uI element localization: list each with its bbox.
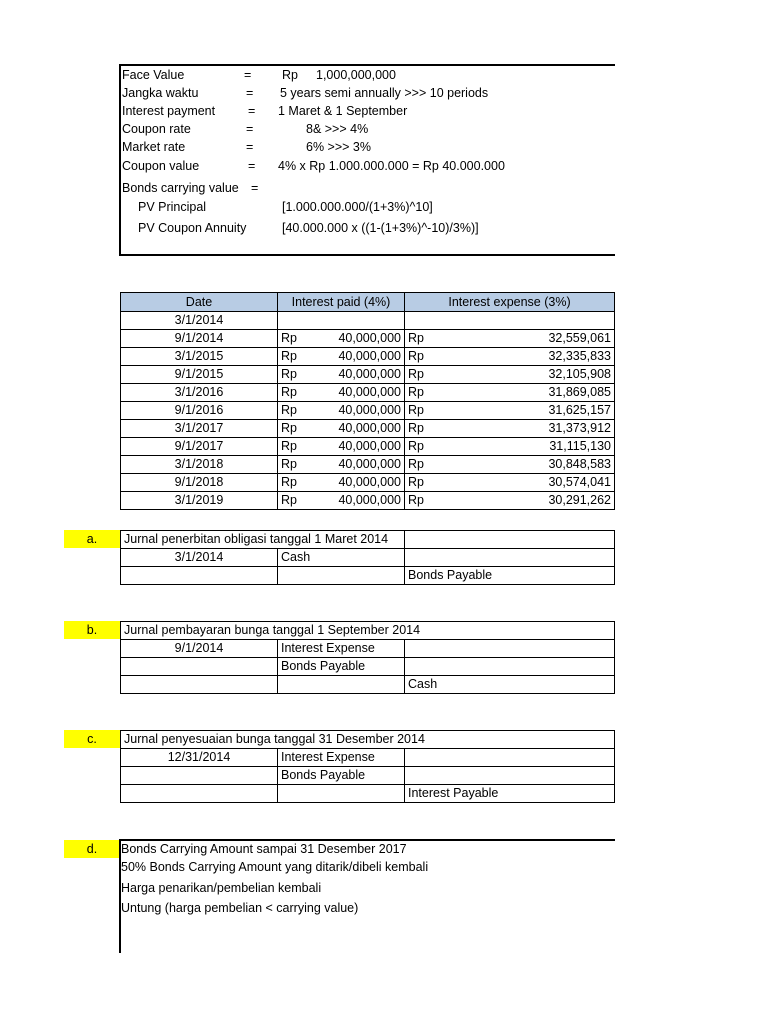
table-row [121,420,615,438]
row-interest-paid [278,312,405,330]
journal-a-debit: Cash [278,549,405,567]
coupon-value-formula: 4% x Rp 1.000.000.000 = Rp 40.000.000 [278,159,505,173]
journal-a-title-row [121,531,615,549]
amount-value: 31,373,912 [548,421,611,435]
row-interest-paid [278,456,405,474]
amount-value: 40,000,000 [338,385,401,399]
table-row [121,312,615,330]
carrying-value-label: Bonds carrying value [122,181,239,195]
face-value-label: Face Value [122,68,185,82]
journal-b-date [121,658,278,676]
journal-c-debit: Interest Expense [278,749,405,767]
journal-a-credit: Bonds Payable [405,567,615,585]
journal-b-debit [278,676,405,694]
bond-summary-box [119,64,615,256]
journal-b-debit: Bonds Payable [278,658,405,676]
section-d-line: Untung (harga pembelian < carrying value) [121,901,359,915]
currency-label: Rp [281,457,297,471]
coupon-rate-label: Coupon rate [122,122,191,136]
journal-c-table [120,730,615,803]
interest-payment-label: Interest payment [122,104,216,118]
interest-payment-eq: = [248,104,256,118]
section-label-b: b. [64,621,120,639]
amount-value: 30,574,041 [548,475,611,489]
row-date: 3/1/2015 [121,348,278,366]
journal-b-row [121,676,615,694]
currency-label: Rp [408,349,424,363]
market-rate-eq: = [246,140,254,154]
row-interest-expense [405,420,615,438]
amount-value: 32,559,061 [548,331,611,345]
currency-label: Rp [408,439,424,453]
coupon-rate-value: 8& >>> 4% [306,122,369,136]
section-d-box [119,839,615,953]
row-interest-paid [278,330,405,348]
journal-c-credit [405,767,615,785]
table-row [121,366,615,384]
journal-a-date [121,567,278,585]
currency-label: Rp [408,475,424,489]
row-interest-paid [278,474,405,492]
table-row [121,438,615,456]
journal-b-table [120,621,615,694]
currency-label: Rp [408,331,424,345]
row-date: 3/1/2019 [121,492,278,510]
amount-value: 40,000,000 [338,475,401,489]
amount-value: 30,848,583 [548,457,611,471]
pv-principal-label: PV Principal [138,200,207,214]
table-row [121,456,615,474]
journal-c-row [121,749,615,767]
row-interest-expense [405,474,615,492]
row-interest-expense [405,492,615,510]
journal-a-date: 3/1/2014 [121,549,278,567]
table-row [121,474,615,492]
currency-label: Rp [408,367,424,381]
currency-label: Rp [281,349,297,363]
amount-value: 40,000,000 [338,367,401,381]
currency-label: Rp [281,439,297,453]
coupon-value-label: Coupon value [122,159,200,173]
row-interest-expense [405,330,615,348]
row-interest-paid [278,366,405,384]
pv-annuity-label: PV Coupon Annuity [138,221,247,235]
row-date: 9/1/2016 [121,402,278,420]
journal-c-date: 12/31/2014 [121,749,278,767]
table-row [121,492,615,510]
currency-label: Rp [408,493,424,507]
carrying-value-eq: = [251,181,259,195]
row-interest-expense [405,312,615,330]
journal-b-credit: Cash [405,676,615,694]
row-interest-expense [405,456,615,474]
currency-label: Rp [281,331,297,345]
journal-b-title: Jurnal pembayaran bunga tanggal 1 September 2014 [121,622,615,640]
journal-a-table [120,530,615,585]
row-interest-expense [405,366,615,384]
journal-a-title: Jurnal penerbitan obligasi tanggal 1 Maret 2014 [121,531,405,549]
currency-label: Rp [408,385,424,399]
summary-left-border [119,64,121,256]
market-rate-value: 6% >>> 3% [306,140,371,154]
journal-c-title: Jurnal penyesuaian bunga tanggal 31 Desember 2014 [121,731,615,749]
header-date: Date [121,293,278,312]
table-row [121,348,615,366]
amount-value: 40,000,000 [338,493,401,507]
journal-b-date [121,676,278,694]
row-interest-paid [278,348,405,366]
currency-label: Rp [408,457,424,471]
amount-value: 30,291,262 [548,493,611,507]
section-label-a: a. [64,530,120,548]
table-row [121,402,615,420]
journal-a-title-spare [405,531,615,549]
table-row [121,384,615,402]
term-label: Jangka waktu [122,86,199,100]
amount-value: 32,335,833 [548,349,611,363]
row-date: 9/1/2015 [121,366,278,384]
section-d-line: Bonds Carrying Amount sampai 31 Desember 2017 [121,842,407,856]
table-header-row [121,293,615,312]
journal-a-credit [405,549,615,567]
journal-c-row [121,767,615,785]
amount-value: 31,625,157 [548,403,611,417]
row-date: 3/1/2017 [121,420,278,438]
section-d-line: Harga penarikan/pembelian kembali [121,881,322,895]
journal-a-row [121,549,615,567]
section-label-c: c. [64,730,120,748]
market-rate-label: Market rate [122,140,186,154]
row-date: 3/1/2018 [121,456,278,474]
currency-label: Rp [408,403,424,417]
currency-label: Rp [281,493,297,507]
currency-label: Rp [281,403,297,417]
row-interest-paid [278,438,405,456]
journal-c-title-row [121,731,615,749]
term-value: 5 years semi annually >>> 10 periods [280,86,489,100]
face-value-eq: = [244,68,252,82]
journal-b-row [121,658,615,676]
journal-c-row [121,785,615,803]
journal-b-debit: Interest Expense [278,640,405,658]
amount-value: 40,000,000 [338,421,401,435]
term-eq: = [246,86,254,100]
pv-annuity-formula: [40.000.000 x ((1-(1+3%)^-10)/3%)] [282,221,479,235]
currency-label: Rp [281,367,297,381]
journal-c-debit [278,785,405,803]
amount-value: 40,000,000 [338,331,401,345]
header-interest-expense: Interest expense (3%) [405,293,615,312]
interest-payment-value: 1 Maret & 1 September [278,104,408,118]
amount-value: 40,000,000 [338,403,401,417]
journal-c-credit: Interest Payable [405,785,615,803]
journal-b-credit [405,640,615,658]
table-row [121,330,615,348]
journal-c-debit: Bonds Payable [278,767,405,785]
row-interest-expense [405,438,615,456]
currency-label: Rp [281,385,297,399]
journal-b-date: 9/1/2014 [121,640,278,658]
summary-bottom-border [119,254,615,256]
currency-label: Rp [281,475,297,489]
journal-c-credit [405,749,615,767]
row-interest-expense [405,402,615,420]
row-interest-expense [405,384,615,402]
face-value-amount: 1,000,000,000 [316,68,396,82]
journal-a-debit [278,567,405,585]
currency-label: Rp [408,421,424,435]
journal-c-date [121,767,278,785]
face-value-currency: Rp [282,68,298,82]
currency-label: Rp [281,421,297,435]
journal-c-date [121,785,278,803]
journal-b-row [121,640,615,658]
header-interest-paid: Interest paid (4%) [278,293,405,312]
row-date: 3/1/2014 [121,312,278,330]
row-date: 9/1/2017 [121,438,278,456]
amount-value: 31,869,085 [548,385,611,399]
row-interest-paid [278,492,405,510]
amount-value: 40,000,000 [338,349,401,363]
row-date: 9/1/2018 [121,474,278,492]
row-interest-paid [278,402,405,420]
amount-value: 32,105,908 [548,367,611,381]
journal-a-row [121,567,615,585]
interest-schedule-table [120,292,615,510]
amount-value: 40,000,000 [338,457,401,471]
pv-principal-formula: [1.000.000.000/(1+3%)^10] [282,200,433,214]
amount-value: 40,000,000 [338,439,401,453]
row-interest-expense [405,348,615,366]
journal-b-title-row [121,622,615,640]
row-date: 9/1/2014 [121,330,278,348]
row-interest-paid [278,420,405,438]
section-label-d: d. [64,840,120,858]
section-d-line: 50% Bonds Carrying Amount yang ditarik/dibeli kembali [121,860,429,874]
journal-b-credit [405,658,615,676]
row-interest-paid [278,384,405,402]
coupon-rate-eq: = [246,122,254,136]
row-date: 3/1/2016 [121,384,278,402]
coupon-value-eq: = [248,159,256,173]
amount-value: 31,115,130 [549,439,611,453]
